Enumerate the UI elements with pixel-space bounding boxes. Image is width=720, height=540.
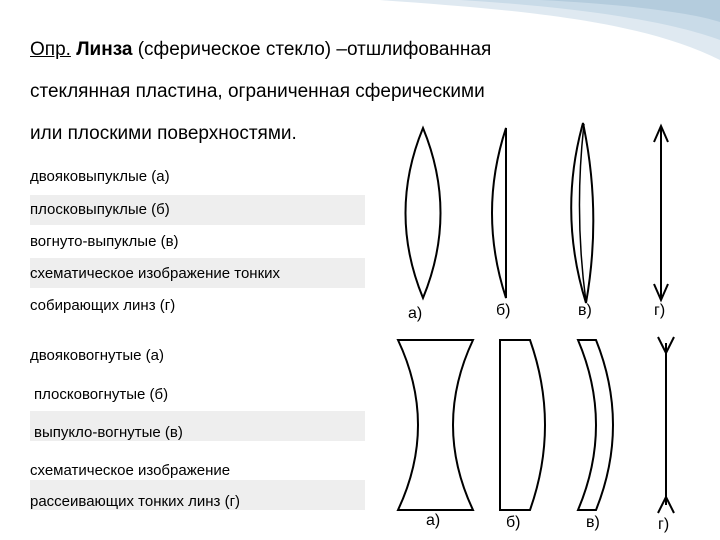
definition-line-2: стеклянная пластина, ограниченная сферическими bbox=[30, 81, 485, 102]
converging-lenses-diagram bbox=[378, 108, 698, 333]
label-v: в) bbox=[578, 302, 592, 319]
label-b: б) bbox=[506, 514, 521, 531]
label-b: б) bbox=[496, 302, 511, 319]
definition-prefix: Опр. bbox=[30, 39, 71, 60]
label-g: г) bbox=[658, 516, 670, 533]
label-a: а) bbox=[408, 305, 423, 322]
converging-item-a: двояковыпуклые (а) bbox=[30, 168, 170, 185]
label-v: в) bbox=[586, 514, 600, 531]
diverging-item-e: рассеивающих тонких линз (г) bbox=[30, 493, 241, 510]
diverging-item-a: двояковогнутые (а) bbox=[30, 347, 164, 364]
diverging-item-d: схематическое изображение bbox=[30, 462, 231, 479]
converging-item-e: собирающих линз (г) bbox=[30, 297, 176, 314]
definition-line-3: или плоскими поверхностями. bbox=[30, 123, 297, 144]
definition-line-1 bbox=[30, 38, 491, 62]
label-a: а) bbox=[426, 512, 441, 529]
definition-term: Линза bbox=[76, 39, 133, 60]
label-g: г) bbox=[654, 302, 666, 319]
diverging-lenses-diagram bbox=[378, 335, 698, 535]
diverging-item-b: плосковогнутые (б) bbox=[34, 386, 169, 403]
converging-item-d: схематическое изображение тонких bbox=[30, 265, 281, 282]
diverging-item-c: выпукло-вогнутые (в) bbox=[34, 424, 183, 441]
definition-text: (сферическое стекло) –отшлифованная bbox=[132, 39, 492, 60]
converging-item-c: вогнуто-выпуклые (в) bbox=[30, 233, 179, 250]
converging-item-b: плосковыпуклые (б) bbox=[30, 201, 170, 218]
